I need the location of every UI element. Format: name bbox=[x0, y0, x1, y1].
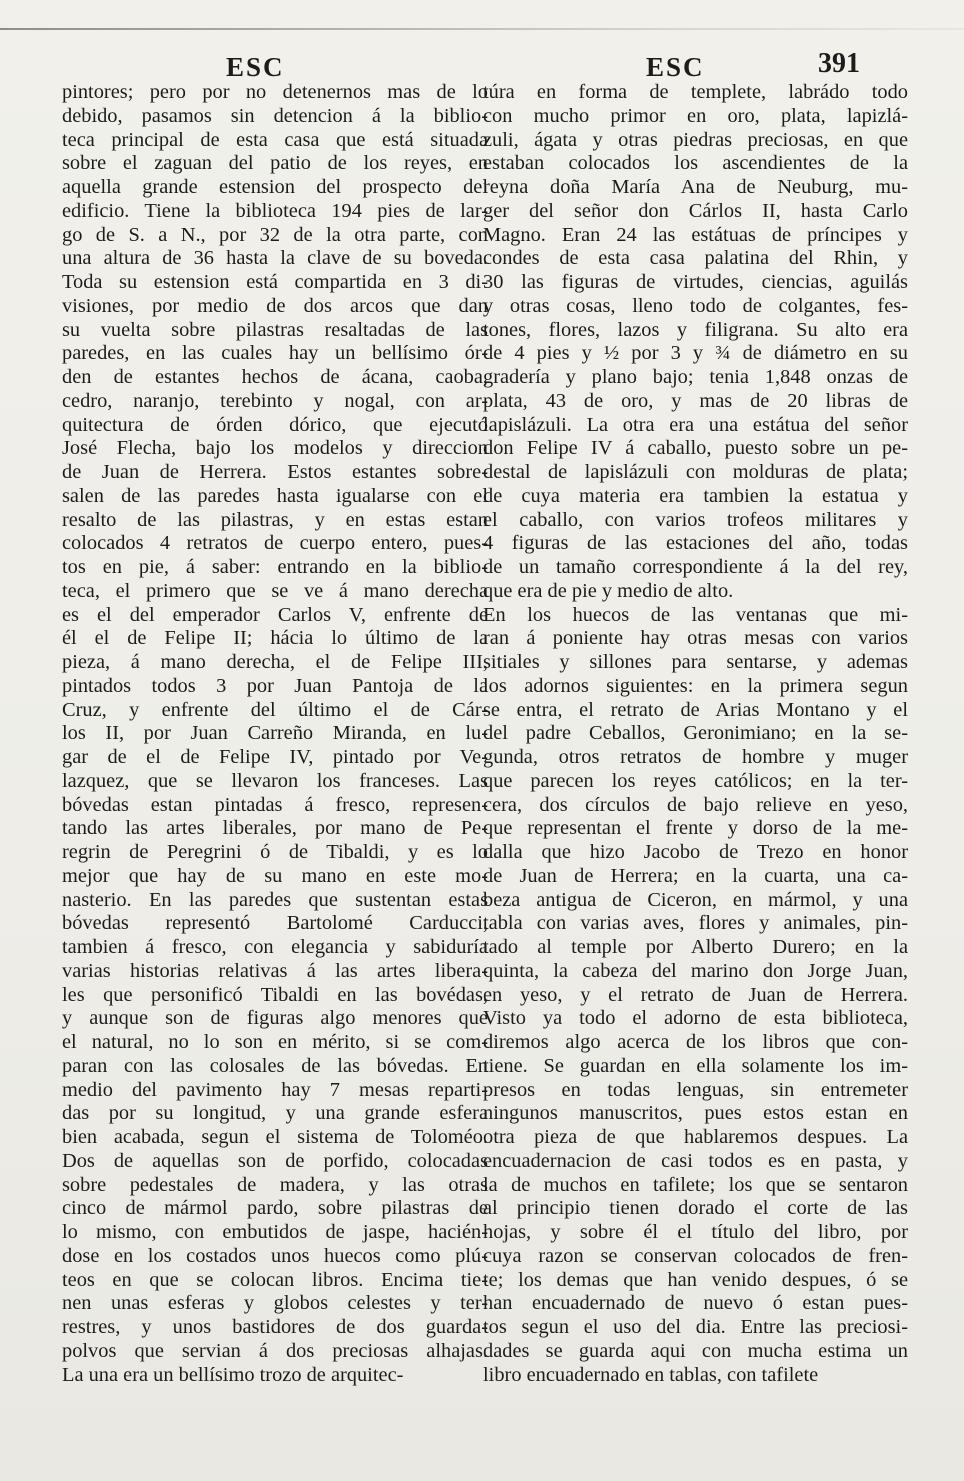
text-line: den de estantes hechos de ácana, caoba, bbox=[62, 366, 488, 388]
text-line: él el de Felipe II; hácia lo último de la bbox=[62, 627, 488, 650]
text-line: 30 las figuras de virtudes, ciencias, aguilás bbox=[483, 271, 908, 293]
text-line: el caballo, con varios trofeos militares y bbox=[483, 508, 908, 531]
text-line: pintados todos 3 por Juan Pantoja de la bbox=[62, 674, 488, 697]
text-line: teos en que se colocan libros. Encima tie- bbox=[62, 1268, 488, 1291]
text-line: una altura de 36 hasta la clave de su boveda. bbox=[62, 247, 488, 270]
text-line: gar de el de Felipe IV, pintado por Ve- bbox=[62, 746, 488, 768]
text-column-right bbox=[483, 81, 908, 1387]
text-line: zuli, ágata y otras piedras preciosas, en que bbox=[483, 128, 908, 151]
text-line: debido, pasamos sin detencion á la biblio- bbox=[62, 104, 488, 127]
text-line: tiene. Se guardan en ella solamente los im- bbox=[483, 1054, 908, 1077]
text-line: bóvedas estan pintadas á fresco, represen- bbox=[62, 793, 488, 816]
text-line: das por su longitud, y una grande esfera bbox=[62, 1102, 488, 1125]
text-line: sobre pedestales de madera, y las otras bbox=[62, 1173, 488, 1196]
text-line: ran á poniente hay otras mesas con varios bbox=[483, 627, 908, 650]
text-line: la de muchos en tafilete; los que se sentaron bbox=[483, 1173, 908, 1196]
text-line: tado al temple por Alberto Durero; en la bbox=[483, 936, 908, 958]
text-line: teca, el primero que se ve á mano derecha bbox=[62, 579, 488, 602]
text-line: estaban colocados los ascendientes de la bbox=[483, 152, 908, 175]
text-line: nasterio. En las paredes que sustentan estas bbox=[62, 888, 488, 911]
text-line: resalto de las pilastras, y en estas estan bbox=[62, 508, 488, 531]
text-line: y aunque son de figuras algo menores que bbox=[62, 1007, 488, 1030]
text-line: diremos algo acerca de los libros que con- bbox=[483, 1031, 908, 1053]
text-line: plata, 43 de oro, y mas de 20 libras de bbox=[483, 389, 908, 412]
text-line: lazquez, que se llevaron los franceses. Las bbox=[62, 769, 488, 792]
text-line: La una era un bellísimo trozo de arquitec- bbox=[62, 1363, 404, 1386]
text-line: tones, flores, lazos y filigrana. Su alto era bbox=[483, 318, 908, 341]
text-line: sitiales y sillones para sentarse, y ademas bbox=[483, 651, 908, 673]
text-line: del padre Ceballos, Geronimiano; en la se- bbox=[483, 722, 908, 745]
text-line: Toda su estension está compartida en 3 di- bbox=[62, 271, 488, 293]
text-line: Magno. Eran 24 las estátuas de príncipes y bbox=[483, 223, 908, 246]
running-head-left: ESC bbox=[226, 52, 285, 82]
text-line: cinco de mármol pardo, sobre pilastras de bbox=[62, 1197, 488, 1220]
text-line: con mucho primor en oro, plata, lapizlá- bbox=[483, 104, 908, 127]
text-line: condes de esta casa palatina del Rhin, y bbox=[483, 247, 908, 270]
text-line: ningunos manuscritos, pues estos estan en bbox=[483, 1102, 908, 1125]
text-line: visiones, por medio de dos arcos que dan bbox=[62, 294, 488, 317]
text-line: medio del pavimento hay 7 mesas reparti- bbox=[62, 1078, 488, 1101]
text-line: nen unas esferas y globos celestes y ter- bbox=[62, 1292, 488, 1315]
text-line: don Felipe IV á caballo, puesto sobre un pe- bbox=[483, 437, 908, 460]
text-line: paredes, en las cuales hay un bellísimo ór- bbox=[62, 342, 488, 365]
text-line: tos en pie, á saber: entrando en la biblio- bbox=[62, 556, 488, 578]
text-line: en yeso, y el retrato de Juan de Herrera. bbox=[483, 983, 908, 1006]
text-line: varias historias relativas á las artes libera- bbox=[62, 959, 488, 982]
text-line: 4 figuras de las estaciones del año, todas bbox=[483, 532, 908, 555]
text-line: los II, por Juan Carreño Miranda, en lu- bbox=[62, 722, 488, 745]
text-line: edificio. Tiene la biblioteca 194 pies de lar- bbox=[62, 199, 488, 222]
text-line: han encuadernado de nuevo ó estan pues- bbox=[483, 1292, 908, 1315]
text-line: aquella grande estension del prospecto del bbox=[62, 176, 488, 198]
text-line: dades se guarda aqui con mucha estima un bbox=[483, 1339, 908, 1362]
text-line: de cuya materia era tambien la estatua y bbox=[483, 484, 908, 507]
text-line: se entra, el retrato de Arias Montano y el bbox=[483, 698, 908, 721]
text-line: encuadernacion de casi todos es en pasta, y bbox=[483, 1149, 908, 1172]
text-line: En los huecos de las ventanas que mi- bbox=[483, 603, 908, 626]
text-line: presos en todas lenguas, sin entremeter bbox=[483, 1078, 908, 1101]
text-line: gunda, otros retratos de hombre y muger bbox=[483, 746, 908, 768]
text-line: los adornos siguientes: en la primera segun bbox=[483, 674, 908, 697]
text-line: Dos de aquellas son de porfido, colocadas bbox=[62, 1149, 488, 1172]
text-line: te; los demas que han venido despues, ó se bbox=[483, 1268, 908, 1291]
text-line: es el del emperador Carlos V, enfrente de bbox=[62, 603, 488, 626]
text-line: pintores; pero por no detenernos mas de lo bbox=[62, 81, 488, 103]
text-line: que parecen los reyes católicos; en la ter- bbox=[483, 769, 908, 792]
text-line: teca principal de esta casa que está situada bbox=[62, 128, 488, 151]
text-line: tambien á fresco, con elegancia y sabiduría bbox=[62, 936, 488, 958]
text-line: y otras cosas, lleno todo de colgantes, fes- bbox=[483, 294, 908, 317]
text-line: hojas, y sobre él el título del libro, por bbox=[483, 1221, 908, 1243]
text-line: destal de lapislázuli con molduras de plata; bbox=[483, 461, 908, 483]
text-line: dalla que hizo Jacobo de Trezo en honor bbox=[483, 841, 908, 863]
text-line: el natural, no lo son en mérito, si se com- bbox=[62, 1031, 488, 1053]
text-line: reyna doña María Ana de Neuburg, mu- bbox=[483, 176, 908, 198]
text-line: Cruz, y enfrente del último el de Cár- bbox=[62, 698, 488, 721]
page-edge-shadow bbox=[0, 28, 964, 30]
text-line: polvos que servian á dos preciosas alhajas. bbox=[62, 1339, 488, 1362]
running-head-right: ESC bbox=[646, 52, 705, 82]
text-line: les que personificó Tibaldi en las bovédas, bbox=[62, 983, 488, 1006]
text-line: lo mismo, con embutidos de jaspe, hacién- bbox=[62, 1221, 488, 1243]
text-line: José Flecha, bajo los modelos y direccion bbox=[62, 437, 488, 460]
text-line: mejor que hay de su mano en este mo- bbox=[62, 864, 488, 887]
text-line: regrin de Peregrini ó de Tibaldi, y es lo bbox=[62, 841, 488, 863]
text-line: salen de las paredes hasta igualarse con el bbox=[62, 484, 488, 507]
text-line: go de S. a N., por 32 de la otra parte, con bbox=[62, 223, 488, 246]
page-number: 391 bbox=[818, 48, 860, 79]
text-line: de Juan de Herrera. Estos estantes sobre- bbox=[62, 461, 488, 483]
text-line: cedro, naranjo, terebinto y nogal, con ar- bbox=[62, 389, 488, 412]
text-line: gradería y plano bajo; tenia 1,848 onzas de bbox=[483, 366, 908, 388]
text-line: otra pieza de que hablaremos despues. La bbox=[483, 1126, 908, 1148]
text-line: de Juan de Herrera; en la cuarta, una ca- bbox=[483, 864, 908, 887]
text-line: pieza, á mano derecha, el de Felipe III, bbox=[62, 651, 488, 673]
text-column-left bbox=[62, 81, 488, 1387]
text-line: de 4 pies y ½ por 3 y ¾ de diámetro en su bbox=[483, 342, 908, 365]
text-line: bóvedas representó Bartolomé Carducci, bbox=[62, 912, 488, 935]
text-line: beza antigua de Ciceron, en mármol, y una bbox=[483, 888, 908, 911]
text-line: tos segun el uso del dia. Entre las preciosi- bbox=[483, 1316, 908, 1338]
text-line: Visto ya todo el adorno de esta biblioteca, bbox=[483, 1007, 908, 1030]
text-line: bien acabada, segun el sistema de Toloméo. bbox=[62, 1126, 488, 1148]
text-line: colocados 4 retratos de cuerpo entero, pues- bbox=[62, 532, 488, 555]
text-line: restres, y unos bastidores de dos guarda- bbox=[62, 1316, 488, 1338]
text-line: que era de pie y medio de alto. bbox=[483, 579, 734, 602]
text-line: tando las artes liberales, por mano de Pe- bbox=[62, 817, 488, 840]
text-line: su vuelta sobre pilastras resaltadas de las bbox=[62, 318, 488, 341]
text-line: ger del señor don Cárlos II, hasta Carlo bbox=[483, 199, 908, 222]
text-line: cera, dos círculos de bajo relieve en yeso, bbox=[483, 793, 908, 816]
text-line: quinta, la cabeza del marino don Jorge Juan, bbox=[483, 959, 908, 982]
text-line: tabla con varias aves, flores y animales, pin- bbox=[483, 912, 908, 935]
text-line: paran con las colosales de las bóvedas. En bbox=[62, 1054, 488, 1077]
text-line: lapislázuli. La otra era una estátua del señor bbox=[483, 413, 908, 436]
text-line: al principio tienen dorado el corte de las bbox=[483, 1197, 908, 1220]
text-line: dose en los costados unos huecos como plú- bbox=[62, 1244, 488, 1267]
text-line: libro encuadernado en tablas, con tafilete bbox=[483, 1363, 819, 1386]
text-line: cuya razon se conservan colocados de fren- bbox=[483, 1244, 908, 1267]
text-line: que representan el frente y dorso de la me- bbox=[483, 817, 908, 840]
text-line: sobre el zaguan del patio de los reyes, en bbox=[62, 152, 488, 175]
text-line: túra en forma de templete, labrádo todo bbox=[483, 81, 908, 103]
text-line: de un tamaño correspondiente á la del rey, bbox=[483, 556, 908, 578]
text-line: quitectura de órden dórico, que ejecutó bbox=[62, 413, 488, 436]
